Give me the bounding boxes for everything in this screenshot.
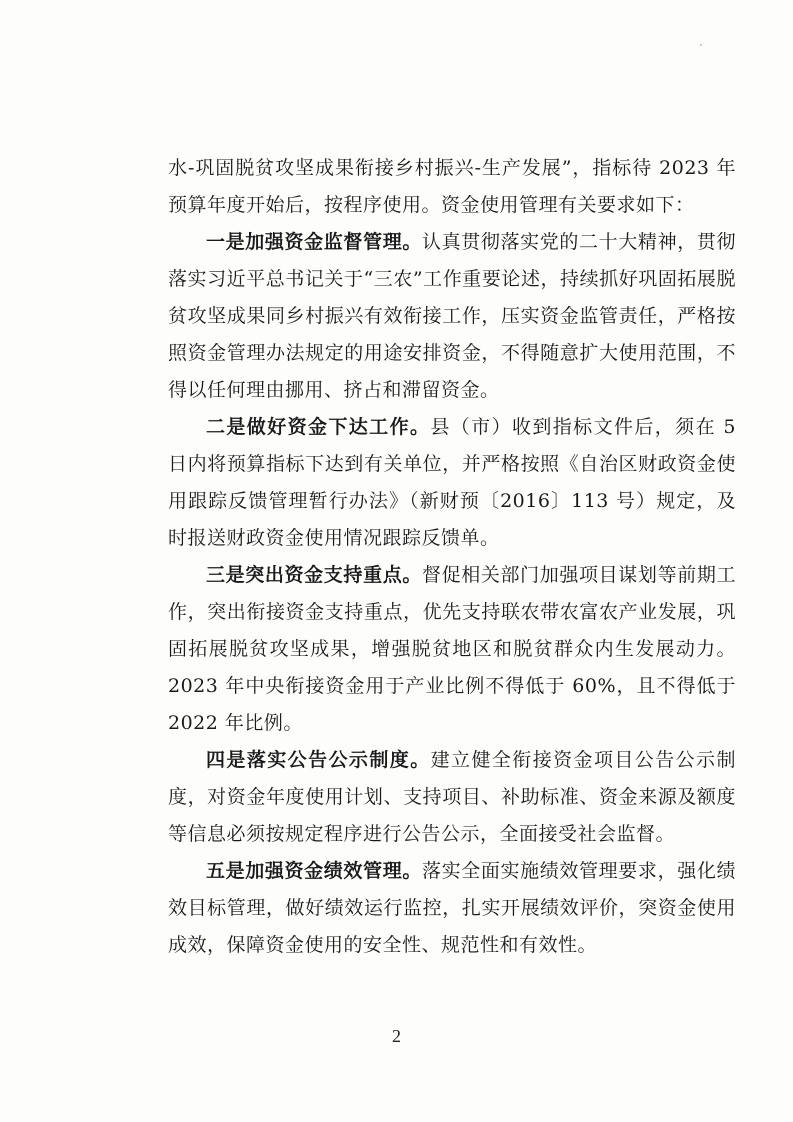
section-lead: 二是做好资金下达工作。 xyxy=(206,416,431,438)
section-priorities xyxy=(168,557,736,742)
section-body: 落实全面实施绩效管理要求，强化绩效目标管理，做好绩效运行监控，扎实开展绩效评价，突资金使用成效，保障资金使用的安全性、规范性和有效性。 xyxy=(168,860,736,956)
section-publicity xyxy=(168,742,736,853)
page-number: 2 xyxy=(392,1026,401,1046)
section-body: 县（市）收到指标文件后，须在 5 日内将预算指标下达到有关单位，并严格按照《自治区财政资金使用跟踪反馈管理暂行办法》（新财预〔2016〕113 号）规定，及时报送财政资金使用情况跟踪反馈单。 xyxy=(168,416,736,549)
continuation-paragraph: 水-巩固脱贫攻坚成果衔接乡村振兴-生产发展”，指标待 2023 年预算年度开始后，按程序使用。资金使用管理有关要求如下： xyxy=(168,157,736,216)
scan-speck xyxy=(700,44,702,46)
section-lead: 一是加强资金监督管理。 xyxy=(206,231,422,253)
section-performance xyxy=(168,853,736,964)
section-body: 认真贯彻落实党的二十大精神，贯彻落实习近平总书记关于“三农”工作重要论述，持续抓好巩固拓展脱贫攻坚成果同乡村振兴有效衔接工作，压实资金监管责任，严格按照资金管理办法规定的用途安排资金，不得随意扩大使用范围，不得以任何理由挪用、挤占和滞留资金。 xyxy=(168,231,736,401)
section-lead: 三是突出资金支持重点。 xyxy=(206,564,422,586)
section-supervision xyxy=(168,224,736,409)
section-lead: 四是落实公告公示制度。 xyxy=(206,749,431,771)
section-allocation xyxy=(168,409,736,557)
section-lead: 五是加强资金绩效管理。 xyxy=(206,860,422,882)
section-body: 督促相关部门加强项目谋划等前期工作，突出衔接资金支持重点，优先支持联农带农富农产业发展，巩固拓展脱贫攻坚成果，增强脱贫地区和脱贫群众内生发展动力。2023 年中央衔接资金用于产业比例不得低于 60%，且不得低于 2022 年比例。 xyxy=(168,564,736,734)
document-body xyxy=(168,150,736,964)
section-body: 建立健全衔接资金项目公告公示制度，对资金年度使用计划、支持项目、补助标准、资金来源及额度等信息必须按规定程序进行公告公示，全面接受社会监督。 xyxy=(168,749,736,845)
